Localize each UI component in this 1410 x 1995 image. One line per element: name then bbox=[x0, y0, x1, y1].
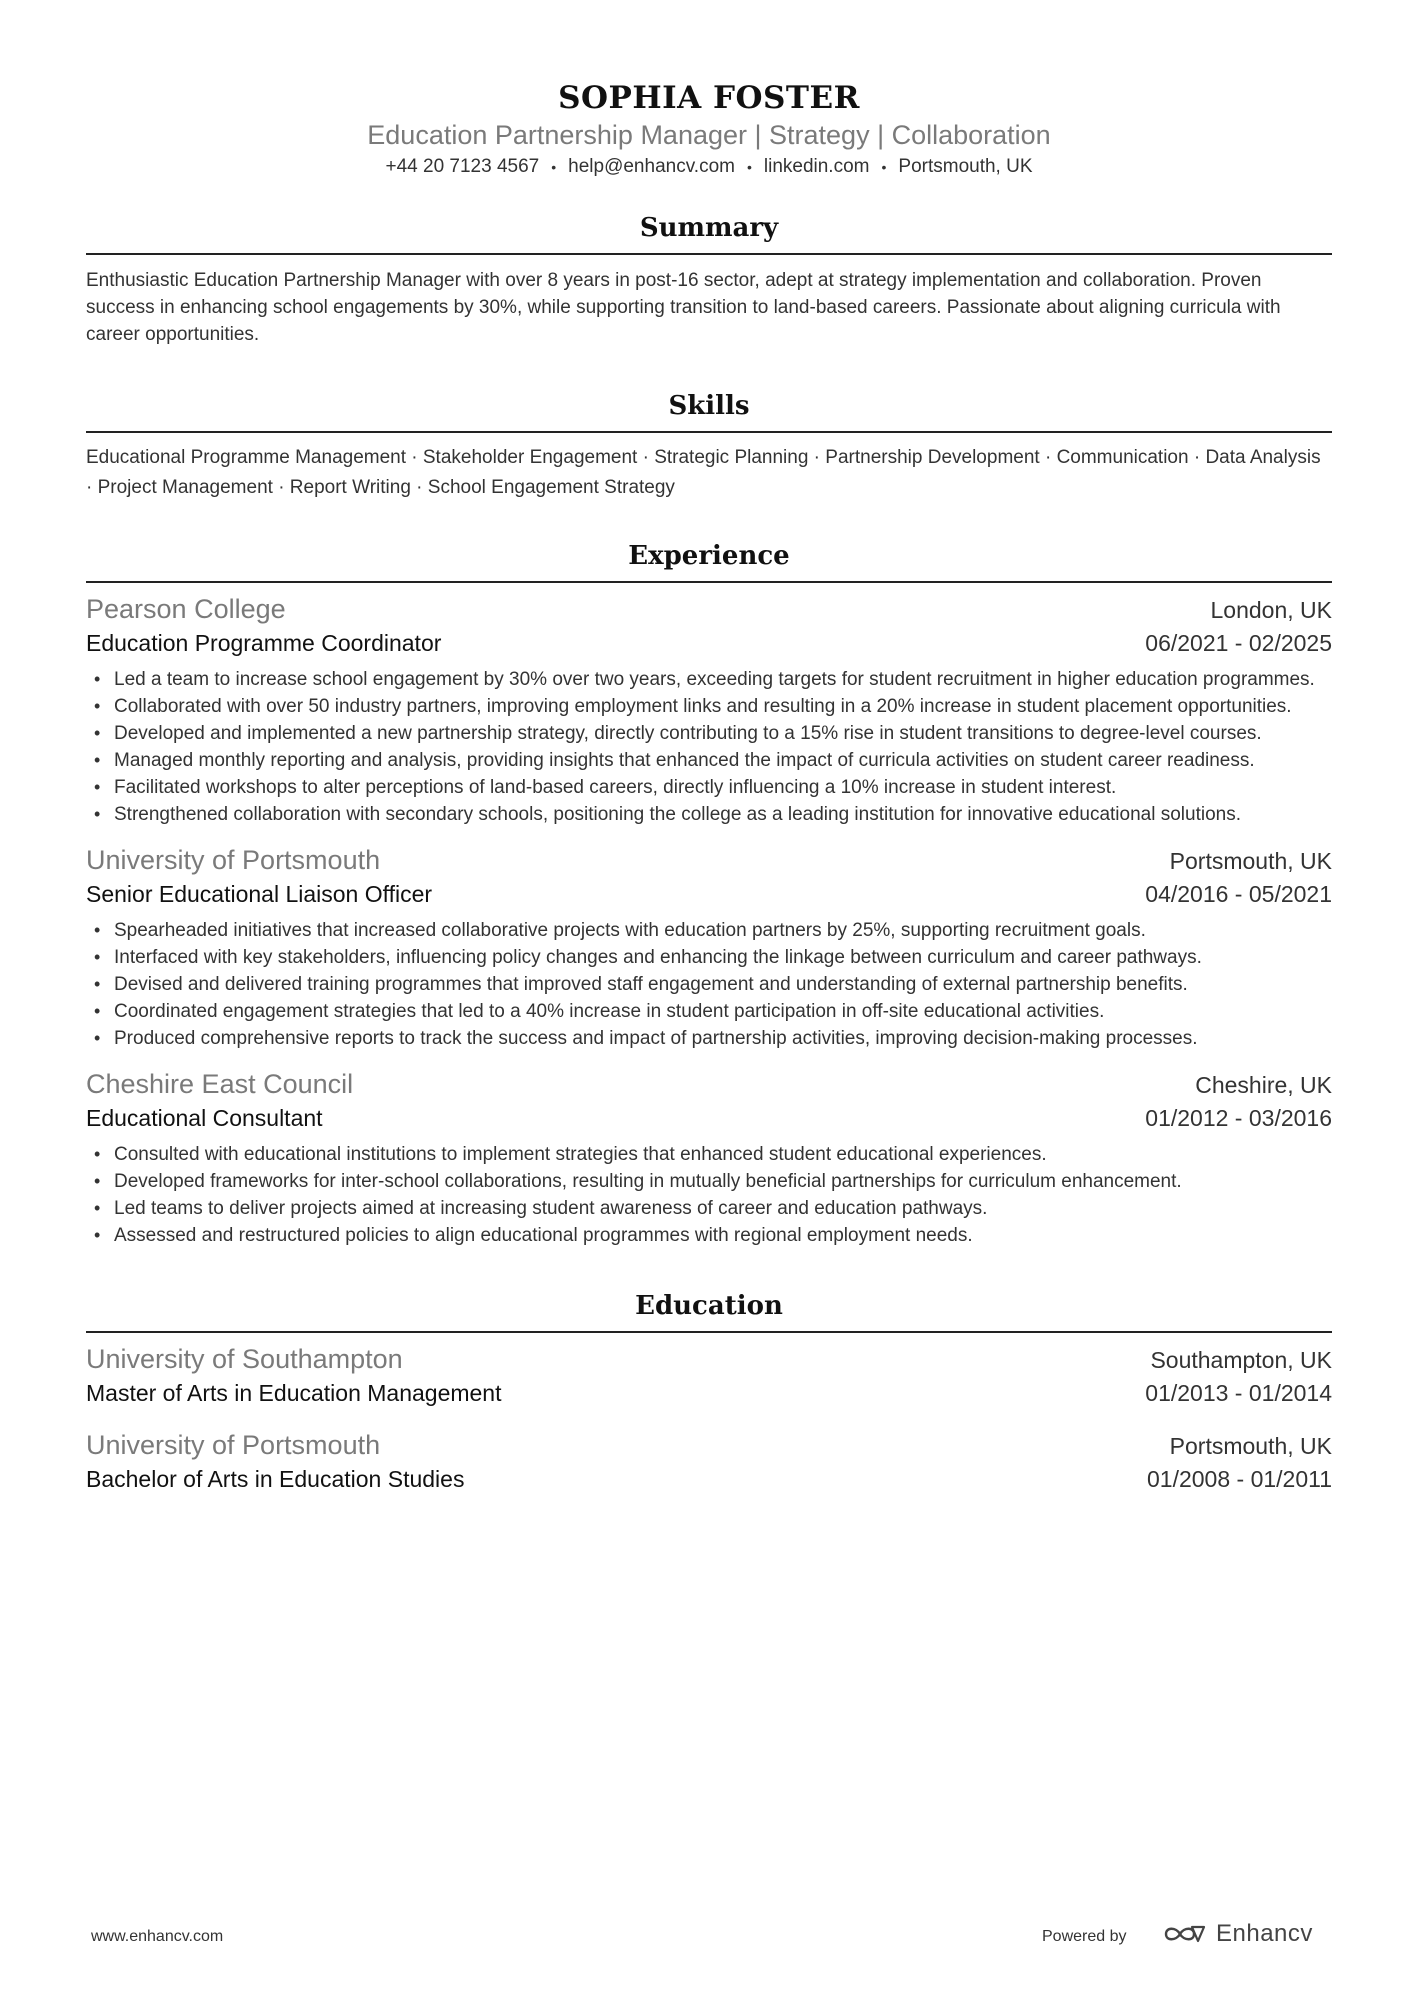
bullet-item: • Developed frameworks for inter-school collaborations, resulting in mutually beneficial partnerships for curriculum enhancement. bbox=[86, 1168, 1332, 1195]
education-dates: 01/2013 - 01/2014 bbox=[1145, 1380, 1332, 1407]
resume-page bbox=[86, 0, 1332, 1995]
bullet-item: • Developed and implemented a new partnership strategy, directly contributing to a 15% rise in student transitions to degree-level courses. bbox=[86, 720, 1332, 747]
degree-name: Bachelor of Arts in Education Studies bbox=[86, 1466, 465, 1493]
bullet-item: • Spearheaded initiatives that increased collaborative projects with education partners by 25%, supporting recruitment goals. bbox=[86, 917, 1332, 944]
education-heading: Education bbox=[86, 1289, 1332, 1333]
enhancv-brand-text: Enhancv bbox=[1216, 1920, 1313, 1947]
summary-section bbox=[86, 211, 1332, 348]
candidate-location: Portsmouth, UK bbox=[898, 156, 1033, 178]
skills-heading: Skills bbox=[86, 389, 1332, 433]
separator-dot: • bbox=[881, 159, 887, 175]
job-location: Cheshire, UK bbox=[1195, 1072, 1332, 1099]
skills-section bbox=[86, 389, 1332, 503]
skills-list: Educational Programme Management · Stakeholder Engagement · Strategic Planning · Partnership Development · Communication · Data Analysis · Project Management · Report Writing · School Engagement Strategy bbox=[86, 447, 1321, 499]
job-role: Education Programme Coordinator bbox=[86, 630, 442, 657]
education-dates: 01/2008 - 01/2011 bbox=[1146, 1466, 1332, 1493]
experience-heading: Experience bbox=[86, 539, 1332, 583]
job-role: Educational Consultant bbox=[86, 1105, 323, 1132]
summary-heading: Summary bbox=[86, 211, 1332, 255]
bullet-item: • Produced comprehensive reports to track the success and impact of partnership activities, improving decision-making processes. bbox=[86, 1025, 1332, 1052]
company-name: University of Portsmouth bbox=[86, 845, 381, 876]
job-entry bbox=[86, 1066, 1332, 1249]
job-role: Senior Educational Liaison Officer bbox=[86, 881, 433, 908]
bullet-item: • Consulted with educational institutions to implement strategies that enhanced student educational experiences. bbox=[86, 1141, 1332, 1168]
school-location: Southampton, UK bbox=[1150, 1347, 1332, 1374]
linkedin-link: linkedin.com bbox=[763, 156, 870, 178]
school-name: University of Southampton bbox=[86, 1344, 403, 1375]
bullet-item: • Managed monthly reporting and analysis, providing insights that enhanced the impact of curricula activities on student career readiness. bbox=[86, 747, 1332, 774]
bullet-item: • Collaborated with over 50 industry partners, improving employment links and resulting in a 20% increase in student placement opportunities. bbox=[86, 693, 1332, 720]
job-entry bbox=[86, 591, 1332, 828]
school-name: University of Portsmouth bbox=[86, 1430, 381, 1461]
job-bullets bbox=[86, 1141, 1332, 1249]
bullet-item: • Led teams to deliver projects aimed at increasing student awareness of career and education pathways. bbox=[86, 1195, 1332, 1222]
page-footer bbox=[0, 1918, 1410, 1958]
candidate-title: Education Partnership Manager | Strategy | Collaboration bbox=[367, 120, 1051, 150]
powered-by-label: Powered by bbox=[1042, 1928, 1127, 1945]
job-location: London, UK bbox=[1210, 597, 1332, 624]
job-dates: 04/2016 - 05/2021 bbox=[1145, 881, 1332, 908]
education-entry bbox=[86, 1427, 1332, 1495]
enhancv-logo-icon bbox=[1162, 1921, 1208, 1947]
bullet-item: • Facilitated workshops to alter perceptions of land-based careers, directly influencing a 10% increase in student interest. bbox=[86, 774, 1332, 801]
job-dates: 06/2021 - 02/2025 bbox=[1145, 630, 1332, 657]
bullet-item: • Coordinated engagement strategies that led to a 40% increase in student participation in off-site educational activities. bbox=[86, 998, 1332, 1025]
resume-header bbox=[86, 0, 1332, 180]
contact-line bbox=[86, 154, 1332, 180]
job-location: Portsmouth, UK bbox=[1169, 848, 1332, 875]
bullet-item: • Assessed and restructured policies to align educational programmes with regional employment needs. bbox=[86, 1222, 1332, 1249]
degree-name: Master of Arts in Education Management bbox=[86, 1380, 502, 1407]
candidate-name: SOPHIA FOSTER bbox=[558, 80, 860, 116]
bullet-item: • Devised and delivered training programmes that improved staff engagement and understanding of external partnership benefits. bbox=[86, 971, 1332, 998]
job-bullets bbox=[86, 917, 1332, 1052]
phone-number: +44 20 7123 4567 bbox=[385, 156, 540, 178]
bullet-item: • Led a team to increase school engagement by 30% over two years, exceeding targets for student recruitment in higher education programmes. bbox=[86, 666, 1332, 693]
enhancv-logo[interactable] bbox=[1162, 1920, 1313, 1948]
company-name: Pearson College bbox=[86, 594, 286, 625]
footer-url-link[interactable]: www.enhancv.com bbox=[91, 1928, 224, 1945]
separator-dot: • bbox=[551, 159, 557, 175]
job-dates: 01/2012 - 03/2016 bbox=[1145, 1105, 1332, 1132]
email-address: help@enhancv.com bbox=[568, 156, 735, 178]
job-bullets bbox=[86, 666, 1332, 828]
summary-text: Enthusiastic Education Partnership Manager with over 8 years in post-16 sector, adept at strategy implementation and collaboration. Proven success in enhancing school engagements by 30%, while supporting transition to land-based careers. Passionate about aligning curricula with career opportunities. bbox=[86, 270, 1281, 346]
experience-section bbox=[86, 539, 1332, 1249]
separator-dot: • bbox=[746, 159, 752, 175]
bullet-item: • Interfaced with key stakeholders, influencing policy changes and enhancing the linkage between curriculum and career pathways. bbox=[86, 944, 1332, 971]
education-section bbox=[86, 1289, 1332, 1495]
company-name: Cheshire East Council bbox=[86, 1069, 354, 1100]
school-location: Portsmouth, UK bbox=[1169, 1433, 1332, 1460]
job-entry bbox=[86, 842, 1332, 1052]
bullet-item: • Strengthened collaboration with secondary schools, positioning the college as a leading institution for innovative educational solutions. bbox=[86, 801, 1332, 828]
education-entry bbox=[86, 1341, 1332, 1409]
